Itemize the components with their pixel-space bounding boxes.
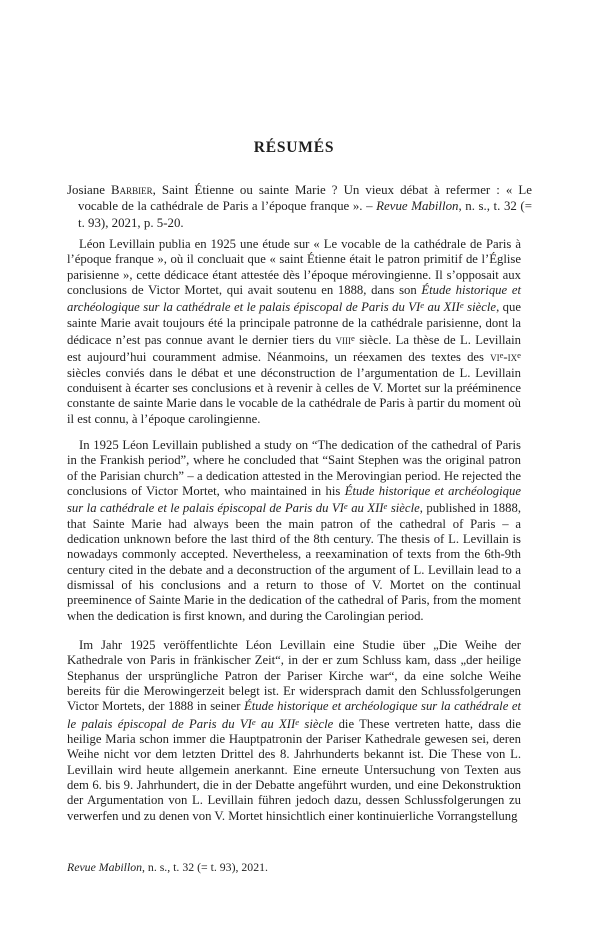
abstract-french: Léon Levillain publia en 1925 une étude sur « Le vocable de la cathédrale de Paris à l’époque franque », où il concluait que « saint Étienne était le patron primitif de l’Église parisienne », cette dédicace étant attestée dès l’époque mérovingienne. Il s’opposait aux conclusions de Victor Mortet, qui avait soutenu en 1888, dans son Étude historique et archéologique sur la cathédrale et le palais épiscopal de Paris du VIe au XIIe siècle, que sainte Marie avait toujours été la principale patronne de la cathédrale parisienne, dont la dédicace n’est pas connue avant le dernier tiers du viii$^e$ siècle. La thèse de L. Levillain est aujourd’hui couramment admise. Néanmoins, un réexamen des textes des $vi^e-ix^e$ siècles conviés dans le débat et une déconstruction de l’argumentation de L. Levillain conduisent à écarter ses conclusions et à revenir à celles de V. Mortet sur la prééminence constante de sainte Marie dans le vocable de la cathédrale de Paris à partir du moment où il est connu, à l’époque carolingienne. (67, 237, 522, 426)
article-citation: Josiane Barbier, Saint Étienne ou sainte Marie ? Un vieux débat à refermer : « Le vocable de la cathédrale de Paris a l’époque franque ». – Revue Mabillon, n. s., t. 32 (= t. 93), 2021, p. 5-20. (67, 183, 533, 230)
abstract-german: Im Jahr 1925 veröffentlichte Léon Levillain eine Studie über „Die Weihe der Kathedrale von Paris in fränkischer Zeit“, in der er zum Schluss kam, dass „der heilige Stephanus der ursprüngliche Patron der Pariser Kirche war“, da eine solche Weihe bereits für die Merowingerzeit belegt ist. Er widersprach damit den Schlussfolgerungen Victor Mortets, der 1888 in seiner Étude historique et archéologique sur la cathédrale et le palais épiscopal de Paris du VIe au XIIe siècle die These vertreten hatte, dass die heilige Maria schon immer die Hauptpatronin der Pariser Kathedrale gewesen sei, deren Weihe nicht vor dem letzten Drittel des 8. Jahrhunderts bekannt ist. Die These von L. Levillain wird heute allgemein anerkannt. Eine erneute Untersuchung von Texten aus dem 6. bis 9. Jahrhundert, die in der Debatte angeführt wurden, und eine Dekonstruktion der Argumentation von L. Levillain führen jedoch dazu, dessen Schlussfolgerungen zu verwerfen und zu denen von V. Mortet hinsichtlich einer kontinuierliche Vorrangstellung (67, 638, 521, 823)
page-title: RÉSUMÉS (253, 139, 335, 156)
abstract-english: In 1925 Léon Levillain published a study on “The dedication of the cathedral of Paris in the Frankish period”, where he concluded that “Saint Stephen was the original patron of the Parisian church” – a dedication attested in the Merovingian period. He rejected the conclusions of Victor Mortet, who maintained in his Étude historique et archéologique sur la cathédrale et le palais épiscopal de Paris du VIe au XIIe siècle, published in 1888, that Sainte Marie had always been the main patron of the cathedral of Paris – a dedication unknown before the last third of the 8th century. The thesis of L. Levillain is nowadays commonly accepted. Nevertheless, a reexamination of texts from the 6th-9th century cited in the debate and a deconstruction of the argument of L. Levillain lead to a dismissal of his conclusions and a return to those of V. Mortet on the continual preeminence of Sainte Marie in the dedication of the cathedral of Paris, from the moment when the dedication is first known, and during the Carolingian period. (67, 438, 522, 623)
page-footer: Revue Mabillon, n. s., t. 32 (= t. 93), 2021. (67, 860, 268, 874)
